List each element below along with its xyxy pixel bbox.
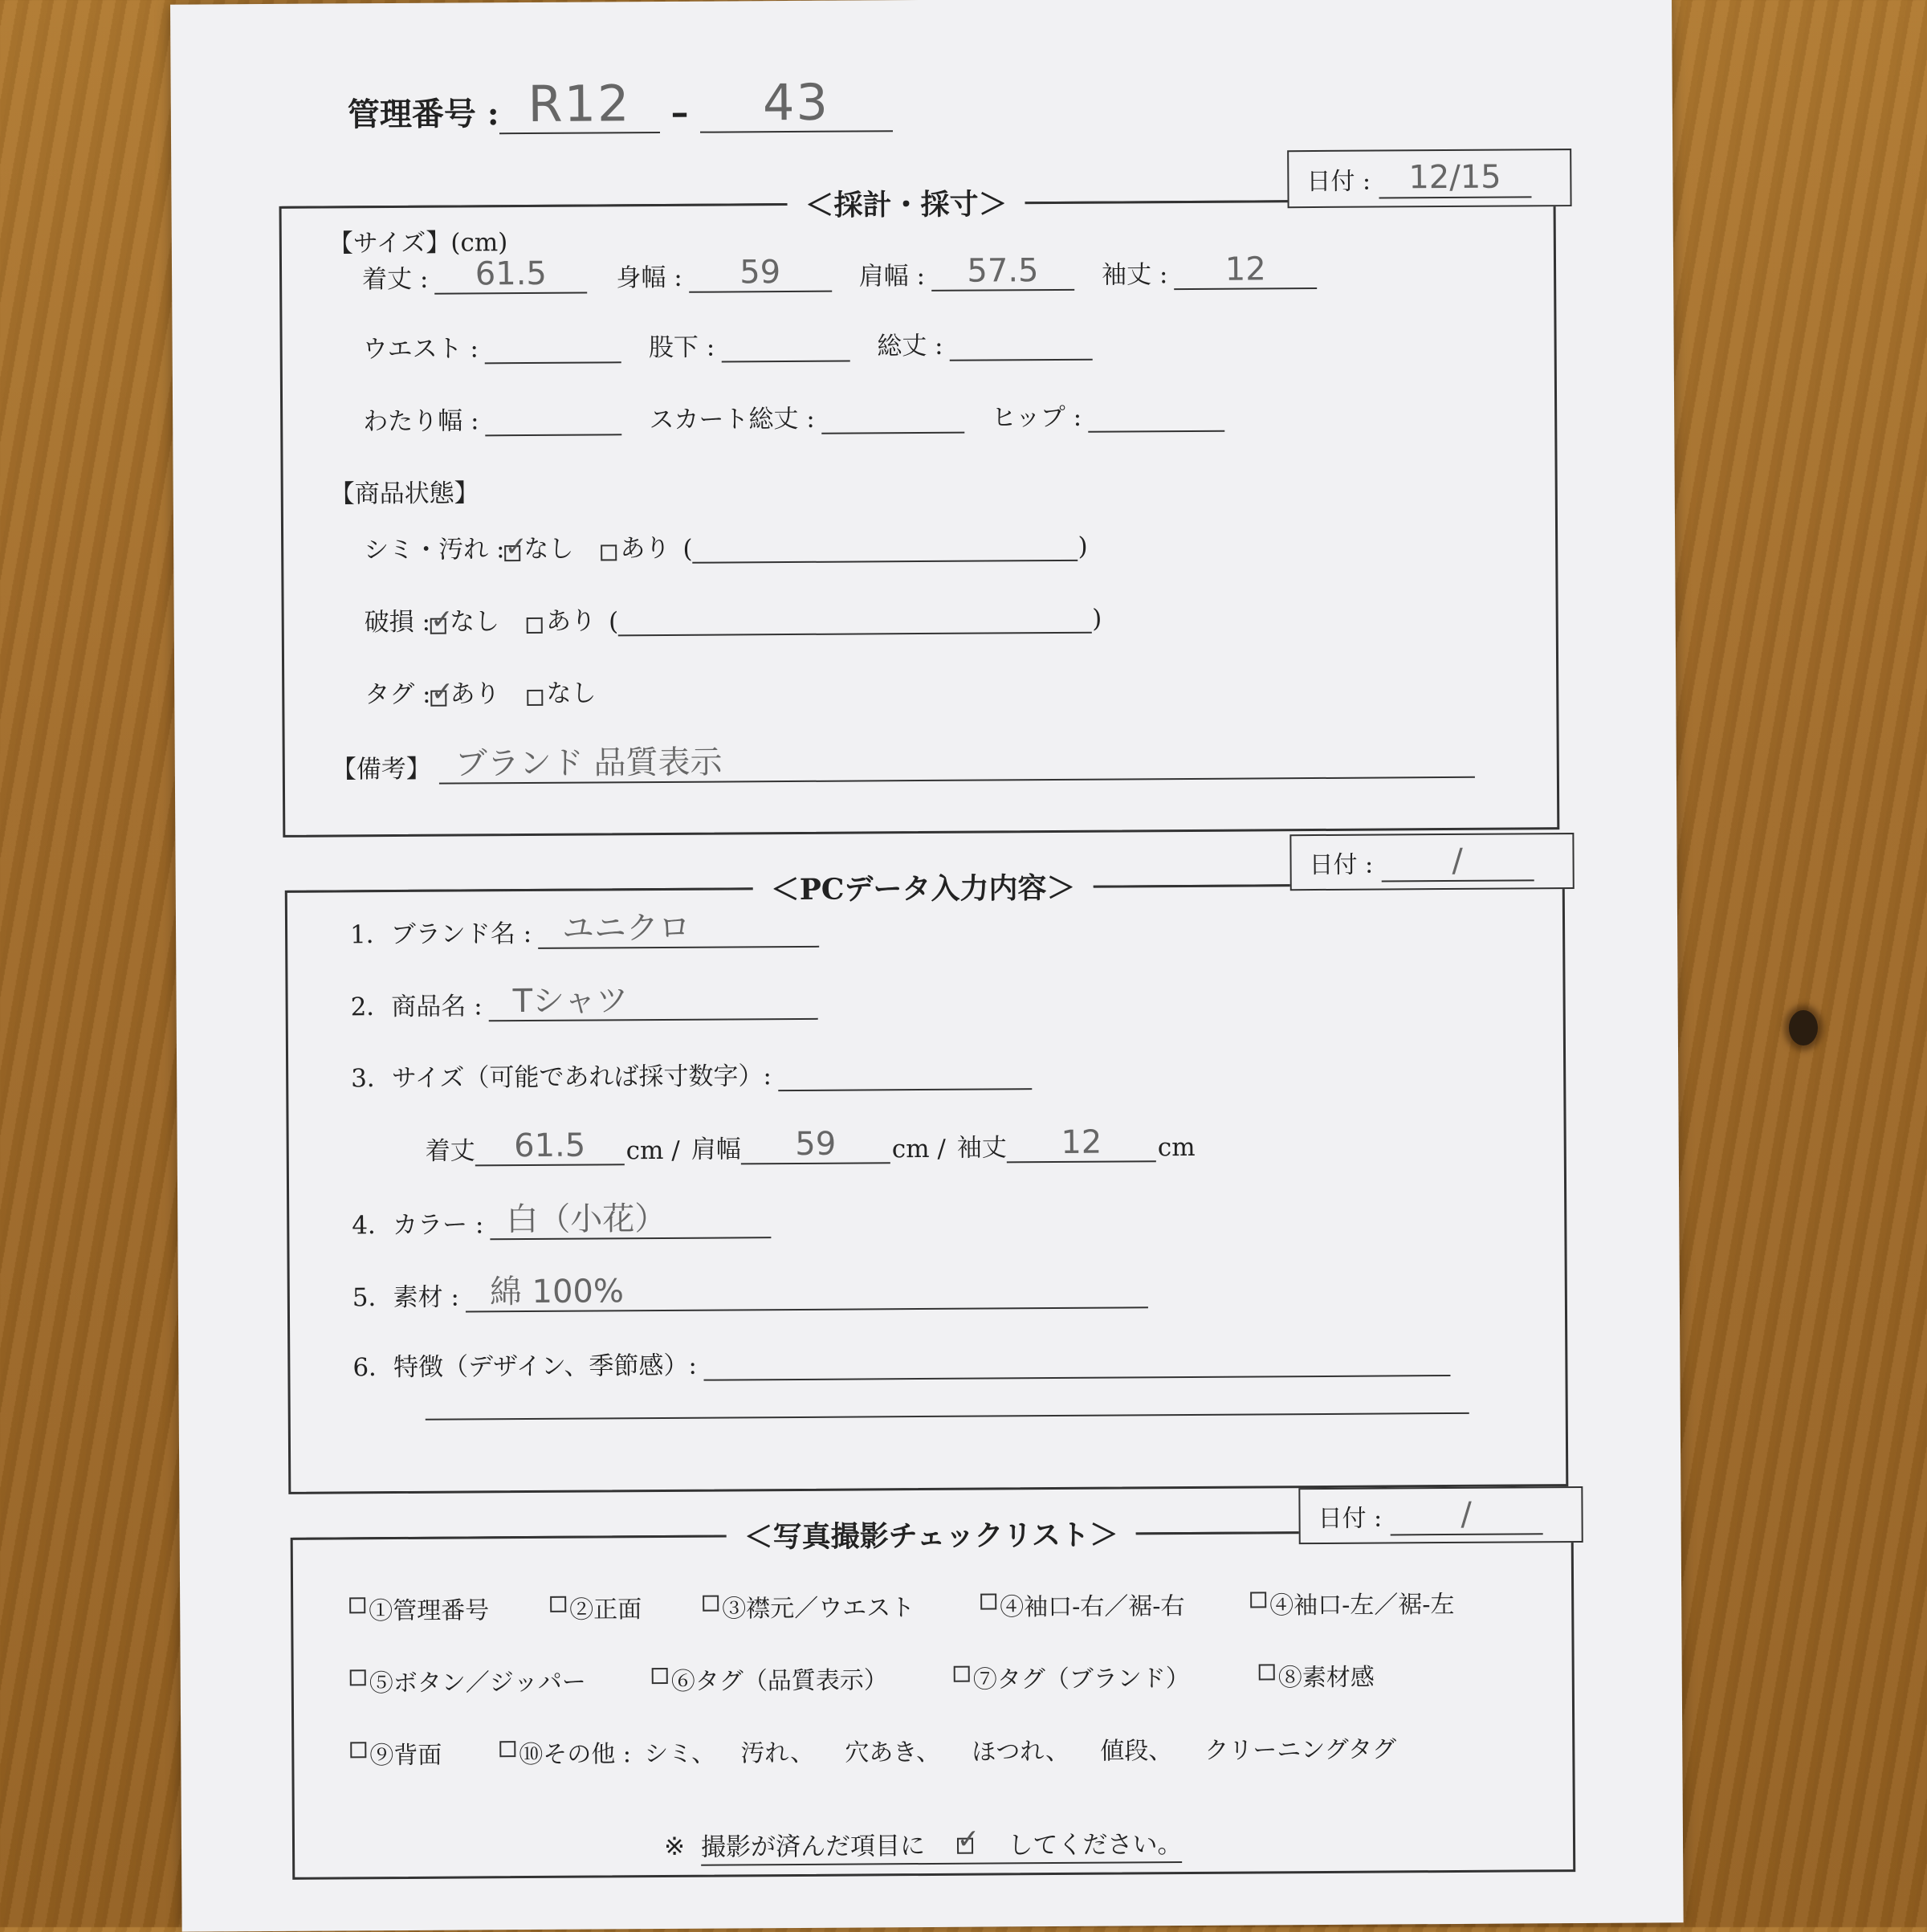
material-value[interactable]: 綿 100%: [466, 1270, 1148, 1312]
size-row-1: 着丈 : 61.5 身幅 : 59 肩幅 : 57.5 袖丈 : 12: [362, 251, 1318, 295]
stain-detail-field[interactable]: [693, 560, 1078, 564]
feature-row-2: [426, 1412, 1469, 1420]
note-check-icon: [957, 1838, 973, 1854]
photo-date-box: 日付 : /: [1298, 1486, 1583, 1544]
photo-check-10[interactable]: [499, 1741, 515, 1757]
pc-sleeve-value[interactable]: 12: [1007, 1123, 1156, 1163]
wood-knot: [1789, 1010, 1818, 1045]
photo-check-3[interactable]: [703, 1596, 719, 1612]
condition-heading: 【商品状態】: [329, 479, 479, 509]
tag-exists-checkbox[interactable]: [431, 691, 447, 707]
thigh-field[interactable]: [486, 434, 622, 436]
photo-check-8[interactable]: [1259, 1664, 1275, 1680]
hip-field[interactable]: [1088, 430, 1224, 433]
remarks-row: 【備考】 ブランド 品質表示: [332, 740, 1475, 785]
photo-title: ＜写真撮影チェックリスト＞: [727, 1512, 1137, 1555]
sleeve-value[interactable]: 12: [1174, 251, 1317, 290]
photo-section: [291, 1518, 1576, 1880]
photo-note: ※ 撮影が済んだ項目に ✓ してください。: [664, 1824, 1183, 1866]
product-value[interactable]: Tシャツ: [489, 981, 818, 1022]
photo-check-7[interactable]: [954, 1666, 970, 1682]
tag-none-checkbox[interactable]: [528, 690, 544, 706]
pc-shoulder-value[interactable]: 59: [741, 1125, 890, 1164]
damage-exists-checkbox[interactable]: [527, 618, 543, 634]
pc-title: ＜PCデータ入力内容＞: [753, 866, 1094, 909]
size-detail-row: 着丈 61.5 cm / 肩幅 59 cm / 袖丈 12 cm: [425, 1123, 1196, 1166]
measure-section: [279, 187, 1560, 838]
photo-check-1[interactable]: [349, 1597, 365, 1613]
body-width-value[interactable]: 59: [689, 254, 832, 293]
material-row: 5．素材 : 綿 100%: [352, 1270, 1148, 1313]
waist-field[interactable]: [485, 361, 621, 364]
measure-title: ＜採計・採寸＞: [787, 181, 1025, 224]
skirt-length-field[interactable]: [821, 432, 964, 434]
form-sheet: [170, 0, 1684, 1932]
pc-date-value[interactable]: /: [1381, 841, 1534, 882]
photo-row-2: ⑤ボタン／ジッパー ⑥タグ（品質表示） ⑦タグ（ブランド） ⑧素材感: [350, 1657, 1375, 1699]
management-part1[interactable]: R12: [499, 75, 659, 134]
shoulder-value[interactable]: 57.5: [931, 252, 1074, 291]
feature-row: 6．特徴（デザイン、季節感）:: [352, 1340, 1450, 1383]
remarks-value[interactable]: ブランド 品質表示: [439, 740, 1475, 785]
length-value[interactable]: 61.5: [434, 255, 587, 295]
tag-row: タグ : ✓ あり なし: [365, 672, 597, 710]
photo-check-9[interactable]: [350, 1742, 366, 1758]
feature-field-2[interactable]: [426, 1412, 1469, 1420]
photo-check-4l[interactable]: [1250, 1592, 1266, 1608]
measure-date-box: 日付 : 12/15: [1287, 149, 1571, 208]
color-row: 4．カラー : 白（小花）: [352, 1200, 771, 1241]
photo-date-value[interactable]: /: [1390, 1494, 1542, 1535]
management-number: 管理番号 : R12 – 43: [348, 74, 893, 135]
size-row: 3．サイズ（可能であれば採寸数字）:: [351, 1054, 1032, 1094]
total-length-field[interactable]: [950, 359, 1093, 361]
measure-date-value[interactable]: 12/15: [1379, 157, 1531, 198]
size-row-2: ウエスト : 股下 : 総丈 :: [362, 324, 1092, 365]
feature-field-1[interactable]: [703, 1375, 1450, 1381]
brand-value[interactable]: ユニクロ: [538, 909, 819, 949]
stain-none-checkbox[interactable]: [504, 545, 520, 561]
photo-row-3: ⑨背面 ⑩その他 : シミ、 汚れ、 穴あき、 ほつれ、 値段、 クリーニングタグ: [350, 1729, 1396, 1771]
management-label: 管理番号 :: [347, 95, 499, 134]
stain-exists-checkbox[interactable]: [601, 544, 617, 560]
inseam-field[interactable]: [721, 361, 849, 363]
pc-section: [285, 870, 1569, 1494]
pc-length-value[interactable]: 61.5: [475, 1127, 625, 1166]
damage-detail-field[interactable]: [618, 632, 1092, 637]
size-row-3: わたり幅 : スカート総丈 : ヒップ :: [363, 396, 1224, 438]
size-field[interactable]: [778, 1088, 1032, 1091]
damage-row: 破損 : ✓ なし あり ( ): [365, 597, 1102, 638]
photo-check-2[interactable]: [550, 1596, 566, 1612]
photo-row-1: ①管理番号 ②正面 ③襟元／ウエスト ④袖口-右／裾-右 ④袖口-左／裾-左: [349, 1584, 1455, 1626]
brand-row: 1．ブランド名 : ユニクロ: [350, 909, 819, 951]
size-heading: 【サイズ】(cm): [328, 228, 508, 259]
damage-none-checkbox[interactable]: [430, 618, 446, 634]
product-row: 2．商品名 : Tシャツ: [350, 981, 817, 1023]
pc-date-box: 日付 : /: [1289, 833, 1574, 891]
color-value[interactable]: 白（小花）: [490, 1200, 771, 1240]
stain-row: シミ・汚れ : ✓ なし あり ( ): [364, 525, 1088, 566]
photo-check-6[interactable]: [652, 1668, 668, 1684]
photo-check-4r[interactable]: [980, 1593, 996, 1609]
photo-check-5[interactable]: [350, 1669, 366, 1685]
management-part2[interactable]: 43: [699, 74, 892, 132]
